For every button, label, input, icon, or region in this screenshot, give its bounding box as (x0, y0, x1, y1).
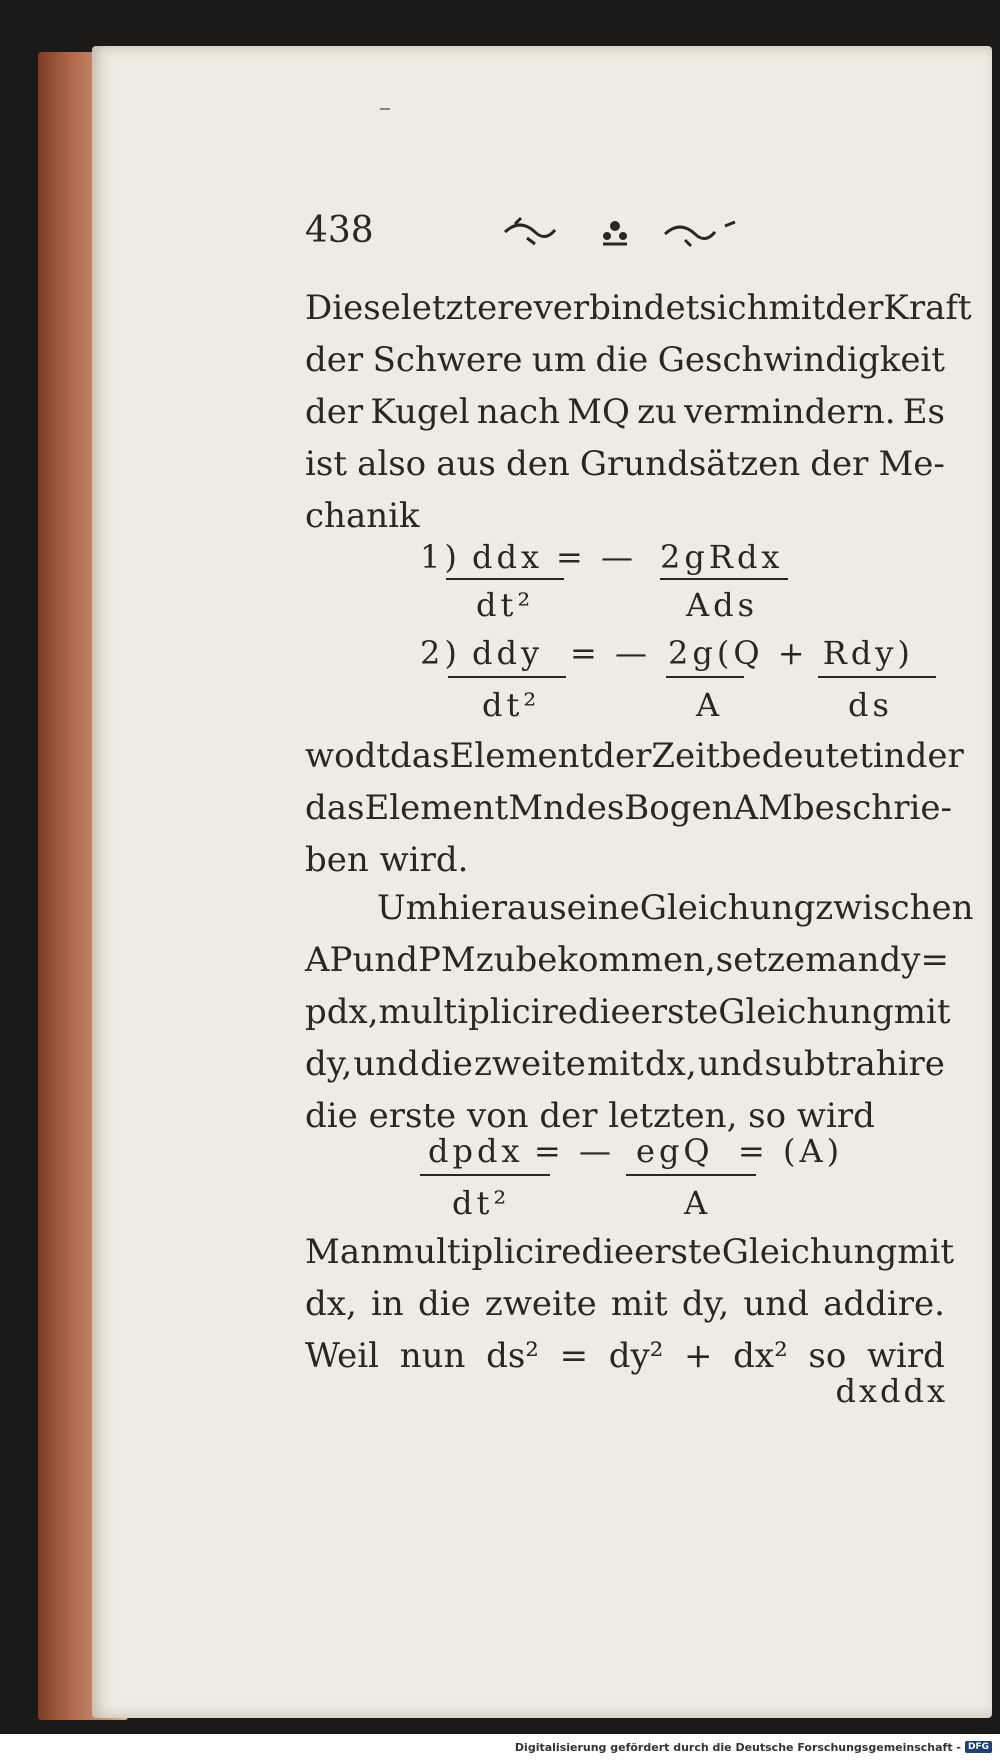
page-number: 438 (305, 210, 374, 251)
text-line: Um hieraus eine Gleichung zwischen (377, 888, 974, 928)
page-mark (380, 108, 390, 110)
eq2-operator: = — (570, 634, 651, 672)
text-line: der Kugel nach MQ zu vermindern. Es (305, 392, 945, 432)
catchword: dxddx (835, 1372, 948, 1410)
eq3-rhs-denominator: A (684, 1184, 712, 1222)
fraction-bar (448, 676, 566, 678)
eq3-rhs-numerator: egQ (636, 1132, 714, 1170)
text-line: AP und PM zu bekommen, setze man dy = (305, 940, 949, 980)
eq1-lhs-numerator: ddx (472, 538, 544, 576)
eq1-operator: = — (556, 538, 637, 576)
eq1-lhs-denominator: dt² (476, 586, 535, 624)
text-line: der Schwere um die Geschwindigkeit (305, 340, 945, 380)
text-line: wo dt das Element der Zeit bedeutet in der (305, 736, 964, 776)
text-line: die erste von der letzten, so wird (305, 1096, 875, 1136)
text-line: chanik (305, 496, 420, 536)
paragraph-4 (305, 1226, 955, 1382)
text-line: ben wird. (305, 840, 469, 880)
eq2-lhs-numerator: ddy (472, 634, 544, 672)
text-line: Diese letztere verbindet sich mit der Kraft (305, 288, 972, 328)
eq3-lhs-denominator: dt² (452, 1184, 511, 1222)
eq2-rhs-denominator-1: A (696, 686, 724, 724)
text-line: dy, und die zweite mit dx, und subtrahire (305, 1044, 945, 1084)
text-line: pdx, multiplicire die erste Gleichung mit (305, 992, 951, 1032)
text-line: Weil nun ds² = dy² + dx² so wird (305, 1336, 945, 1376)
text-line: ist also aus den Grundsätzen der Me- (305, 444, 945, 484)
fraction-bar (420, 1174, 550, 1176)
eq3-lhs-numerator: dpdx (428, 1132, 524, 1170)
fraction-bar (446, 578, 564, 580)
page-header (305, 210, 725, 254)
footer-credit-text: Digitalisierung gefördert durch die Deutsche Forschungsgemeinschaft - (514, 1740, 961, 1754)
eq1-rhs-numerator: 2gRdx (660, 538, 784, 576)
fraction-bar (626, 1174, 756, 1176)
eq2-rhs-numerator: 2g(Q + Rdy) (668, 634, 914, 672)
eq1-label: 1) (420, 538, 461, 576)
eq1-rhs-denominator: Ads (686, 586, 759, 624)
paragraph-3 (305, 882, 974, 1142)
eq2-rhs-denominator-2: ds (848, 686, 893, 724)
eq2-lhs-denominator: dt² (482, 686, 541, 724)
paragraph-2 (305, 730, 964, 886)
fraction-bar (660, 578, 788, 580)
text-line: das Element Mn des Bogen AM beschrie- (305, 788, 952, 828)
fraction-bar (666, 676, 744, 678)
eq3-result: = (A) (738, 1132, 844, 1170)
paragraph-1 (305, 282, 972, 542)
footer-credit (0, 1734, 1000, 1760)
eq3-operator: = — (534, 1132, 615, 1170)
text-line: Man multiplicire die erste Gleichung mit (305, 1232, 955, 1272)
dfg-logo: DFG (965, 1741, 992, 1753)
ornament-icon (495, 214, 755, 250)
eq2-label: 2) (420, 634, 461, 672)
fraction-bar (818, 676, 936, 678)
text-line: dx, in die zweite mit dy, und addire. (305, 1284, 945, 1324)
